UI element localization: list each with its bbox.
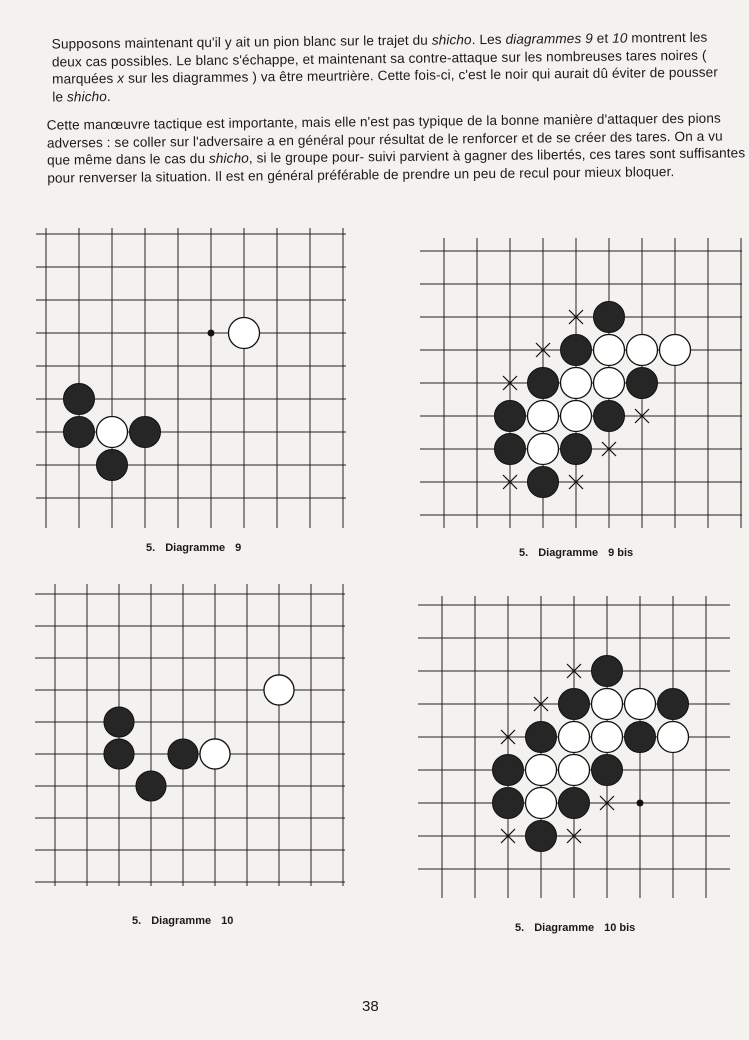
text-run: , si le groupe pour- suivi parvient à gagner des libertés, ces tares sont suffisantes pour renverser la situation. Il est en général préférable de prendre un peu de recul pour mieux bloquer. xyxy=(47,145,746,186)
white-stone xyxy=(593,334,624,365)
caption-number: 5. xyxy=(132,915,142,927)
text-run: Cette manœuvre tactique est importante, mais elle n'est pas typique de la bonne manière d'attaquer des pions adverses : se coller sur l'adversaire a en général pour résultat de le renforcer et de se créer des tares. On a vu que même dans le cas du xyxy=(46,110,723,168)
grid-lines xyxy=(35,584,345,886)
white-stone xyxy=(657,721,688,752)
caption-diagram-10 xyxy=(132,915,233,927)
black-stone xyxy=(626,367,657,398)
black-stone xyxy=(525,820,556,851)
black-stone xyxy=(527,466,558,497)
text-run: . Les xyxy=(471,31,506,48)
caption-title: Diagramme xyxy=(151,915,212,927)
black-stone xyxy=(494,433,525,464)
caption-title: Diagramme xyxy=(534,922,595,934)
caption-title: Diagramme xyxy=(165,542,226,554)
black-stone xyxy=(624,721,655,752)
italic-term: shicho xyxy=(208,150,249,166)
go-board-diagram-10-bis xyxy=(418,596,730,898)
caption-title: Diagramme xyxy=(538,547,599,559)
go-board-diagram-10 xyxy=(35,584,345,886)
caption-ref: 9 bis xyxy=(608,547,634,559)
paragraph-shicho-escape xyxy=(52,28,733,105)
caption-ref: 9 xyxy=(235,542,242,554)
black-stone xyxy=(558,688,589,719)
white-stone xyxy=(200,739,230,769)
black-stone xyxy=(560,334,591,365)
black-stone xyxy=(492,787,523,818)
caption-diagram-9 xyxy=(146,542,241,554)
black-stone xyxy=(560,433,591,464)
black-stone xyxy=(525,721,556,752)
black-stone xyxy=(129,416,160,447)
white-stone xyxy=(591,688,622,719)
italic-term: 10 xyxy=(612,30,628,46)
white-stone xyxy=(593,367,624,398)
point-marker xyxy=(637,800,644,807)
point-marker xyxy=(208,330,215,337)
black-stone xyxy=(168,739,198,769)
white-stone xyxy=(228,317,259,348)
go-board-diagram-9-bis xyxy=(420,238,742,528)
text-run: et xyxy=(592,30,613,46)
italic-term: shicho xyxy=(431,32,472,48)
black-stone xyxy=(558,787,589,818)
white-stone xyxy=(527,433,558,464)
white-stone xyxy=(624,688,655,719)
white-stone xyxy=(560,367,591,398)
text-run: . xyxy=(106,88,111,104)
white-stone xyxy=(96,416,127,447)
white-stone xyxy=(659,334,690,365)
caption-diagram-9-bis xyxy=(519,547,633,559)
black-stone xyxy=(63,416,94,447)
black-stone xyxy=(657,688,688,719)
black-stone xyxy=(104,707,134,737)
black-stone xyxy=(593,400,624,431)
white-stone xyxy=(626,334,657,365)
black-stone xyxy=(527,367,558,398)
italic-term: shicho xyxy=(66,88,107,104)
white-stone xyxy=(527,400,558,431)
go-board-diagram-9 xyxy=(36,228,346,528)
caption-number: 5. xyxy=(515,922,525,934)
black-stone xyxy=(591,754,622,785)
caption-ref: 10 bis xyxy=(604,922,636,934)
text-run: Supposons maintenant qu'il y ait un pion blanc sur le trajet du xyxy=(51,32,432,52)
black-stone xyxy=(593,301,624,332)
text-run: sur les diagrammes ) va être meurtrière. Cette fois-ci, c'est le noir qui aurait dû éviter de pousser le xyxy=(52,64,718,105)
white-stone xyxy=(558,721,589,752)
black-stone xyxy=(96,449,127,480)
black-stone xyxy=(494,400,525,431)
white-stone xyxy=(591,721,622,752)
grid-lines xyxy=(36,228,346,528)
italic-term: x xyxy=(117,70,125,86)
black-stone xyxy=(136,771,166,801)
black-stone xyxy=(63,383,94,414)
caption-ref: 10 xyxy=(221,915,234,927)
white-stone xyxy=(558,754,589,785)
black-stone xyxy=(104,739,134,769)
black-stone xyxy=(492,754,523,785)
black-stone xyxy=(591,655,622,686)
white-stone xyxy=(525,754,556,785)
page-number: 38 xyxy=(362,998,379,1015)
caption-number: 5. xyxy=(146,542,156,554)
white-stone xyxy=(264,675,294,705)
caption-diagram-10-bis xyxy=(515,922,635,934)
text-run: montrent les deux cas possibles. Le blanc s'échappe, et maintenant sa contre-attaque sur les nombreuses tares noires ( marquées xyxy=(51,29,708,87)
paragraph-tactical-maneuver xyxy=(47,109,748,186)
white-stone xyxy=(560,400,591,431)
caption-number: 5. xyxy=(519,547,529,559)
italic-term: diagrammes 9 xyxy=(505,30,593,47)
white-stone xyxy=(525,787,556,818)
